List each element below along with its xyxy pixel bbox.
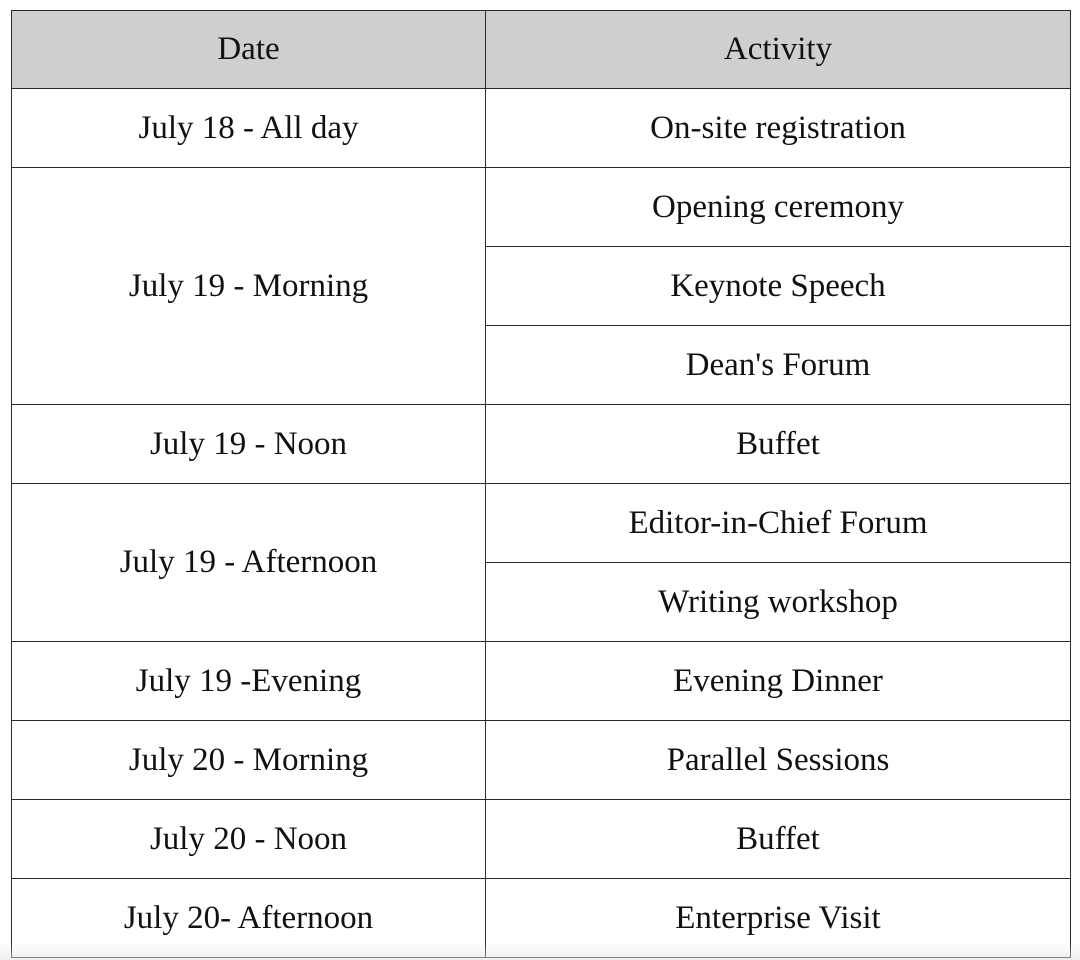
- activity-cell: On-site registration: [486, 89, 1071, 168]
- activity-cell: Buffet: [486, 800, 1071, 879]
- date-cell: July 18 - All day: [12, 89, 486, 168]
- header-activity: Activity: [486, 11, 1071, 89]
- table-row: [12, 89, 1071, 168]
- header-row: [12, 11, 1071, 89]
- header-date: Date: [12, 11, 486, 89]
- schedule-table: [11, 10, 1071, 958]
- date-cell: July 20 - Noon: [12, 800, 486, 879]
- table-body: [12, 89, 1071, 958]
- activity-cell: Evening Dinner: [486, 642, 1071, 721]
- date-cell: July 19 - Morning: [12, 168, 486, 405]
- table-row: [12, 800, 1071, 879]
- activity-cell: Editor-in-Chief Forum: [486, 484, 1071, 563]
- activity-cell: Keynote Speech: [486, 247, 1071, 326]
- table-row: [12, 168, 1071, 247]
- table-row: [12, 484, 1071, 563]
- table-row: [12, 879, 1071, 958]
- activity-cell: Enterprise Visit: [486, 879, 1071, 958]
- activity-cell: Buffet: [486, 405, 1071, 484]
- activity-cell: Dean's Forum: [486, 326, 1071, 405]
- date-cell: July 19 -Evening: [12, 642, 486, 721]
- activity-cell: Opening ceremony: [486, 168, 1071, 247]
- activity-cell: Parallel Sessions: [486, 721, 1071, 800]
- table-row: [12, 721, 1071, 800]
- table-row: [12, 405, 1071, 484]
- table-header: [12, 11, 1071, 89]
- date-cell: July 19 - Noon: [12, 405, 486, 484]
- date-cell: July 19 - Afternoon: [12, 484, 486, 642]
- table-row: [12, 642, 1071, 721]
- date-cell: July 20- Afternoon: [12, 879, 486, 958]
- date-cell: July 20 - Morning: [12, 721, 486, 800]
- activity-cell: Writing workshop: [486, 563, 1071, 642]
